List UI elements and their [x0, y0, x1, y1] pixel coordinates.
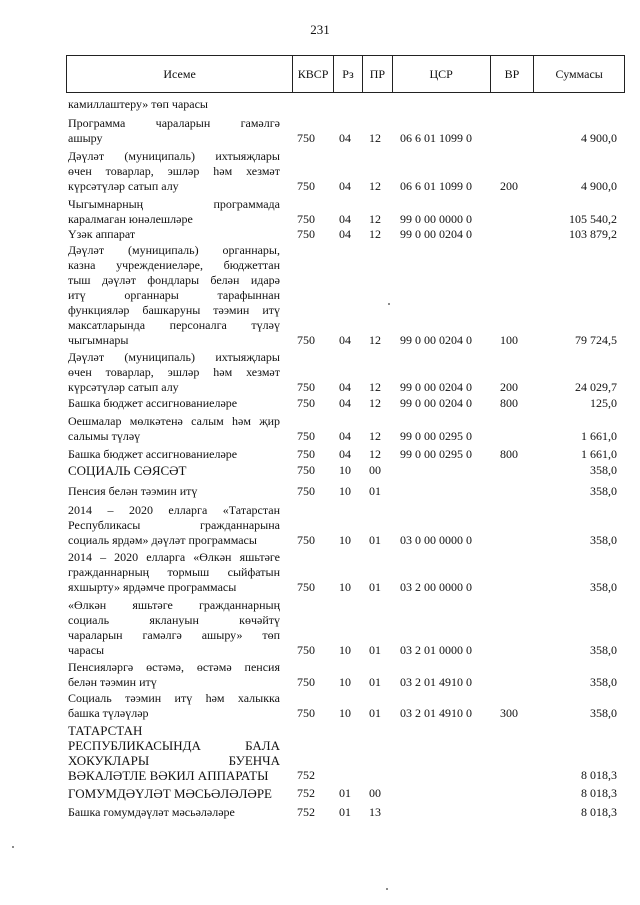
cell-kvsr: 752: [297, 786, 315, 800]
cell-pr: 00: [369, 463, 381, 477]
row-name-line: Программа чараларын гамәлгә: [68, 116, 280, 130]
row-name-line: ТАТАРСТАН: [68, 723, 143, 738]
row-name-line: Пенсияләргә өстәмә, өстәмә пенсия: [68, 660, 280, 674]
row-name: [68, 414, 280, 444]
row-name: [68, 484, 280, 499]
row-name: [68, 660, 280, 690]
table-row: [66, 786, 625, 801]
cell-rz: 10: [339, 580, 351, 594]
cell-rz: 10: [339, 643, 351, 657]
cell-pr: 13: [369, 805, 381, 819]
cell-csr: 99 0 00 0204 0: [400, 227, 472, 241]
cell-kvsr: 750: [297, 484, 315, 498]
cell-vr: 100: [500, 333, 518, 347]
cell-vr: 300: [500, 706, 518, 720]
row-name-line: күрсәтүләр сатып алу: [68, 179, 179, 193]
cell-pr: 01: [369, 643, 381, 657]
cell-pr: 00: [369, 786, 381, 800]
cell-sum: 105 540,2: [569, 212, 617, 226]
cell-rz: 01: [339, 786, 351, 800]
table-row: [66, 116, 625, 146]
row-name-line: Республикасы гражданнарына: [68, 518, 280, 532]
row-name-line: Пенсия белән тәэмин итү: [68, 484, 198, 498]
row-name: [68, 598, 280, 658]
row-name-line: СОЦИАЛЬ СӘЯСӘТ: [68, 463, 187, 478]
row-name-line: Башка бюджет ассигнованиеләре: [68, 396, 238, 410]
header-rz: Рз: [334, 56, 363, 92]
header-kvsr: КВСР: [293, 56, 334, 92]
cell-rz: 10: [339, 484, 351, 498]
row-name: [68, 243, 280, 348]
row-name-line: Дәүләт (муниципаль) ихтыяҗлары: [68, 149, 280, 163]
cell-rz: 04: [339, 179, 351, 193]
row-name: [68, 463, 280, 478]
cell-kvsr: 752: [297, 768, 315, 782]
header-sum: Суммасы: [555, 66, 603, 81]
row-name-line: күрсәтүләр сатып алу: [68, 380, 179, 394]
cell-sum: 358,0: [590, 463, 617, 477]
table-row: [66, 396, 625, 411]
row-name: [68, 149, 280, 194]
row-name-line: камиллаштеру» төп чарасы: [68, 97, 208, 111]
cell-sum: 358,0: [590, 533, 617, 547]
row-name-line: «Өлкән яшьтәге гражданнарның: [68, 598, 280, 612]
table-row: [66, 227, 625, 242]
table-row: [66, 447, 625, 462]
row-name-line: 2014 – 2020 елларга «Татарстан: [68, 503, 280, 517]
cell-pr: 12: [369, 179, 381, 193]
cell-pr: 01: [369, 484, 381, 498]
row-name-line: Үзәк аппарат: [68, 227, 136, 241]
cell-kvsr: 750: [297, 675, 315, 689]
cell-csr: 03 2 00 0000 0: [400, 580, 472, 594]
row-name-line: чараларын гамәлгә ашыру» төп: [68, 628, 280, 642]
row-name-line: салымы түләү: [68, 429, 141, 443]
cell-sum: 8 018,3: [581, 805, 617, 819]
row-name-line: социаль яклануын көчәйтү: [68, 613, 280, 627]
cell-kvsr: 750: [297, 333, 315, 347]
cell-sum: 24 029,7: [575, 380, 617, 394]
table-header: [66, 55, 625, 93]
row-name: [68, 691, 280, 721]
row-name-line: ашыру: [68, 131, 103, 145]
row-name-line: каралмаган юнәлешләре: [68, 212, 193, 226]
cell-rz: 10: [339, 706, 351, 720]
row-name: [68, 550, 280, 595]
cell-kvsr: 750: [297, 179, 315, 193]
row-name: [68, 396, 280, 411]
table-row: [66, 723, 625, 783]
cell-rz: 10: [339, 533, 351, 547]
cell-vr: 800: [500, 447, 518, 461]
cell-kvsr: 750: [297, 227, 315, 241]
table-row: [66, 414, 625, 444]
cell-csr: 03 2 01 4910 0: [400, 706, 472, 720]
cell-kvsr: 750: [297, 463, 315, 477]
scan-speck: [388, 303, 390, 305]
cell-kvsr: 750: [297, 380, 315, 394]
cell-vr: 800: [500, 396, 518, 410]
cell-sum: 103 879,2: [569, 227, 617, 241]
cell-pr: 12: [369, 227, 381, 241]
row-name: [68, 503, 280, 548]
table-row: [66, 660, 625, 690]
table-row: [66, 243, 625, 348]
table-row: [66, 97, 625, 112]
row-name: [68, 447, 280, 462]
cell-pr: 12: [369, 447, 381, 461]
row-name: [68, 786, 280, 801]
cell-sum: 8 018,3: [581, 768, 617, 782]
row-name-line: Чыгымнарның программада: [68, 197, 280, 211]
row-name-line: ВӘКАЛӘТЛЕ ВӘКИЛ АППАРАТЫ: [68, 768, 269, 783]
row-name-line: Оешмалар мөлкәтенә салым һәм җир: [68, 414, 280, 428]
cell-vr: 200: [500, 179, 518, 193]
row-name: [68, 116, 280, 146]
cell-sum: 79 724,5: [575, 333, 617, 347]
table-row: [66, 598, 625, 658]
row-name-line: казна учреждениеләре, бюджеттан: [68, 258, 280, 272]
row-name: [68, 97, 280, 112]
row-name-line: өчен товарлар, эшләр һәм хезмәт: [68, 365, 280, 379]
cell-rz: 04: [339, 380, 351, 394]
table-row: [66, 484, 625, 499]
table-row: [66, 463, 625, 478]
header-vr: ВР: [491, 56, 535, 92]
row-name-line: башка түләүләр: [68, 706, 149, 720]
cell-rz: 04: [339, 333, 351, 347]
row-name-line: итү органнары тарафыннан: [68, 288, 280, 302]
cell-sum: 1 661,0: [581, 429, 617, 443]
cell-pr: 01: [369, 675, 381, 689]
row-name-line: Социаль тәэмин итү һәм халыкка: [68, 691, 280, 705]
cell-kvsr: 750: [297, 533, 315, 547]
cell-kvsr: 750: [297, 580, 315, 594]
cell-sum: 125,0: [590, 396, 617, 410]
header-pr: ПР: [363, 56, 393, 92]
row-name-line: социаль ярдәм» дәүләт программасы: [68, 533, 257, 547]
cell-rz: 04: [339, 131, 351, 145]
cell-pr: 12: [369, 212, 381, 226]
cell-rz: 01: [339, 805, 351, 819]
cell-pr: 01: [369, 706, 381, 720]
table-row: [66, 550, 625, 595]
row-name-line: белән тәэмин итү: [68, 675, 157, 689]
scan-speck: [12, 846, 14, 848]
cell-sum: 358,0: [590, 580, 617, 594]
cell-sum: 4 900,0: [581, 131, 617, 145]
cell-kvsr: 750: [297, 643, 315, 657]
row-name-line: РЕСПУБЛИКАСЫНДА БАЛА: [68, 738, 280, 753]
cell-kvsr: 752: [297, 805, 315, 819]
cell-pr: 12: [369, 396, 381, 410]
row-name: [68, 805, 280, 820]
cell-csr: 06 6 01 1099 0: [400, 179, 472, 193]
cell-csr: 99 0 00 0000 0: [400, 212, 472, 226]
cell-rz: 04: [339, 396, 351, 410]
row-name-line: Башка бюджет ассигнованиеләре: [68, 447, 238, 461]
table-row: [66, 149, 625, 194]
row-name: [68, 723, 280, 783]
row-name-line: гражданнарның тормыш сыйфатын: [68, 565, 280, 579]
cell-pr: 12: [369, 380, 381, 394]
cell-csr: 03 2 01 4910 0: [400, 675, 472, 689]
cell-rz: 04: [339, 429, 351, 443]
cell-kvsr: 750: [297, 131, 315, 145]
row-name-line: өчен товарлар, эшләр һәм хезмәт: [68, 164, 280, 178]
row-name-line: чыгымнары: [68, 333, 129, 347]
row-name-line: функцияләр башкаруны тәэмин итү: [68, 303, 280, 317]
row-name-line: 2014 – 2020 елларга «Өлкән яшьтәге: [68, 550, 280, 564]
cell-pr: 01: [369, 580, 381, 594]
cell-rz: 04: [339, 447, 351, 461]
cell-csr: 99 0 00 0204 0: [400, 396, 472, 410]
cell-pr: 12: [369, 131, 381, 145]
cell-pr: 12: [369, 333, 381, 347]
cell-rz: 04: [339, 212, 351, 226]
row-name: [68, 197, 280, 227]
table-row: [66, 350, 625, 395]
cell-rz: 10: [339, 675, 351, 689]
row-name-line: ГОМУМДӘҮЛӘТ МӘСЬӘЛӘЛӘРЕ: [68, 786, 272, 801]
header-name: Исеме: [67, 56, 293, 92]
cell-csr: 03 0 00 0000 0: [400, 533, 472, 547]
cell-kvsr: 750: [297, 447, 315, 461]
table-row: [66, 197, 625, 227]
cell-vr: 200: [500, 380, 518, 394]
cell-csr: 99 0 00 0204 0: [400, 380, 472, 394]
cell-pr: 01: [369, 533, 381, 547]
cell-pr: 12: [369, 429, 381, 443]
cell-kvsr: 750: [297, 212, 315, 226]
row-name-line: яхшырту» ярдәмче программасы: [68, 580, 237, 594]
cell-csr: 06 6 01 1099 0: [400, 131, 472, 145]
row-name-line: ХОКУКЛАРЫ БУЕНЧА: [68, 753, 280, 768]
cell-rz: 04: [339, 227, 351, 241]
cell-csr: 03 2 01 0000 0: [400, 643, 472, 657]
cell-rz: 10: [339, 463, 351, 477]
row-name-line: чарасы: [68, 643, 105, 657]
row-name: [68, 350, 280, 395]
row-name-line: Дәүләт (муниципаль) ихтыяҗлары: [68, 350, 280, 364]
cell-csr: 99 0 00 0295 0: [400, 447, 472, 461]
row-name-line: Башка гомумдәүләт мәсьәләләре: [68, 805, 235, 819]
table-row: [66, 691, 625, 721]
header-csr: ЦСР: [393, 56, 491, 92]
row-name: [68, 227, 280, 242]
table-row: [66, 805, 625, 820]
cell-csr: 99 0 00 0204 0: [400, 333, 472, 347]
cell-sum: 1 661,0: [581, 447, 617, 461]
cell-kvsr: 750: [297, 429, 315, 443]
cell-sum: 4 900,0: [581, 179, 617, 193]
row-name-line: Дәүләт (муниципаль) органнары,: [68, 243, 280, 257]
cell-kvsr: 750: [297, 396, 315, 410]
page-number: 231: [310, 22, 330, 37]
cell-sum: 358,0: [590, 484, 617, 498]
row-name-line: тыш дәүләт фондлары белән идарә: [68, 273, 280, 287]
cell-sum: 8 018,3: [581, 786, 617, 800]
cell-csr: 99 0 00 0295 0: [400, 429, 472, 443]
row-name-line: максатларында персоналга түләү: [68, 318, 280, 332]
cell-kvsr: 750: [297, 706, 315, 720]
cell-sum: 358,0: [590, 706, 617, 720]
scan-speck: [386, 888, 388, 890]
table-row: [66, 503, 625, 548]
cell-sum: 358,0: [590, 675, 617, 689]
cell-sum: 358,0: [590, 643, 617, 657]
